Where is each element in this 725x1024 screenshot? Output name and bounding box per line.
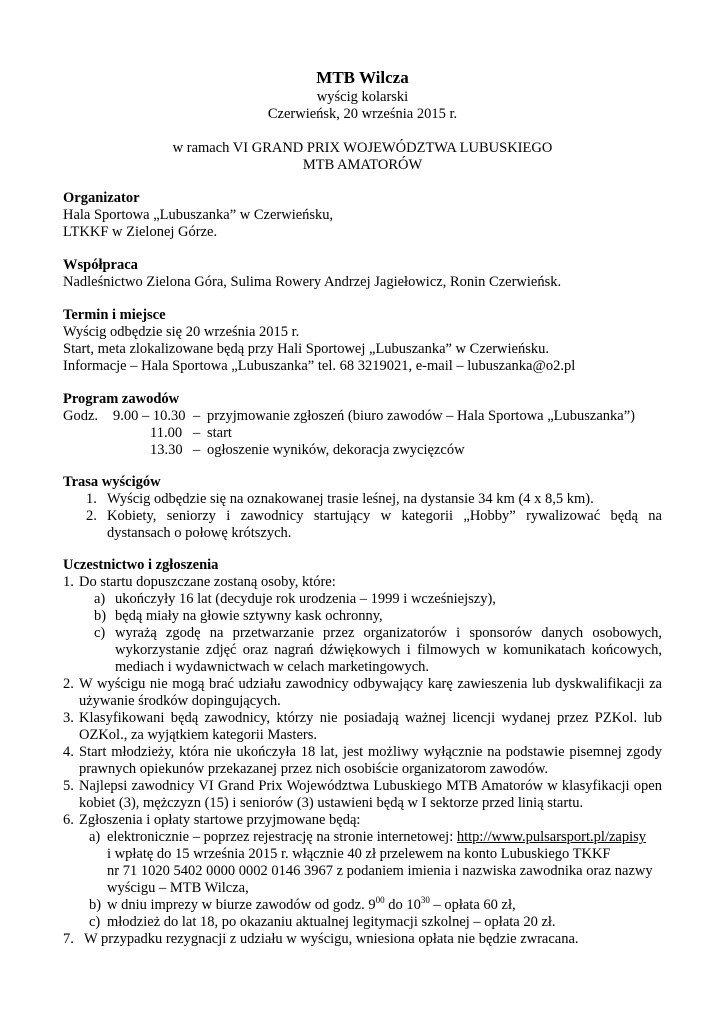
series-line-1: w ramach VI GRAND PRIX WOJEWÓDZTWA LUBUSKIEGO <box>172 140 553 156</box>
venue-line-3: Informacje – Hala Sportowa „Lubuszanka” tel. 68 3219021, e-mail – lubuszanka@o2.pl <box>63 358 576 374</box>
series-line-2: MTB AMATORÓW <box>302 157 423 173</box>
document-title: MTB Wilcza <box>316 68 409 87</box>
program-dash-2: – <box>193 425 201 441</box>
route-item-1: Wyścig odbędzie się na oznakowanej trasie leśnej, na dystansie 34 km (4 x 8,5 km). <box>107 491 594 507</box>
participation-item-1c-label: c) <box>94 625 106 641</box>
participation-item-6a-line-4: wyścigu – MTB Wilcza, <box>107 880 249 896</box>
cooperation-line: Nadleśnictwo Zielona Góra, Sulima Rowery Andrzej Jagiełowicz, Ronin Czerwieńsk. <box>63 274 562 290</box>
participation-item-3-line-2: OZKol., za wyjątkiem kategorii Masters. <box>79 727 317 743</box>
document-subtitle: wyścig kolarski <box>316 89 409 105</box>
program-time-3: 13.30 <box>150 442 183 458</box>
participation-item-6b-text-2: do 10 <box>384 897 421 913</box>
program-dash-3: – <box>193 442 201 458</box>
route-item-2-line-2: dystansach o połowę krótszych. <box>107 525 292 541</box>
participation-item-6b-text-1: w dniu imprezy w biurze zawodów od godz. 9 <box>107 897 376 913</box>
participation-item-6-number: 6. <box>63 812 74 828</box>
participation-item-1b: będą miały na głowie sztywny kask ochronny, <box>115 608 383 624</box>
participation-item-7: W przypadku rezygnacji z udziału w wyścigu, wniesiona opłata nie będzie zwracana. <box>84 931 579 947</box>
participation-item-6c-label: c) <box>89 914 101 930</box>
participation-item-3-number: 3. <box>63 710 74 726</box>
route-item-1-number: 1. <box>86 491 97 507</box>
program-time-2: 11.00 <box>150 425 183 441</box>
participation-item-4-line-1: Start młodzieży, która nie ukończyła 18 lat, jest możliwy wyłącznie na podstawie pisemnej zgody <box>79 744 662 760</box>
participation-item-1b-label: b) <box>94 608 107 624</box>
program-desc-3: ogłoszenie wyników, dekoracja zwycięzców <box>207 442 465 458</box>
participation-item-4-number: 4. <box>63 744 74 760</box>
participation-item-2-line-2: używanie środków dopingujących. <box>79 693 281 709</box>
participation-item-6a-text: elektronicznie – poprzez rejestrację na stronie internetowej: <box>107 829 457 845</box>
participation-item-6b <box>107 897 516 914</box>
participation-item-2-line-1: W wyścigu nie mogą brać udziału zawodnicy odbywający karę zawieszenia lub dyskwalifikacji za <box>79 676 662 692</box>
participation-item-1: Do startu dopuszczane zostaną osoby, które: <box>79 574 336 590</box>
route-heading: Trasa wyścigów <box>63 474 161 490</box>
venue-line-2: Start, meta zlokalizowane będą przy Hali Sportowej „Lubuszanka” w Czerwieńsku. <box>63 341 549 357</box>
participation-item-4-line-2: prawnych opiekunów przekazanej przez nich osobiście organizatorom zawodów. <box>79 761 549 777</box>
program-godz-label: Godz. <box>63 408 99 424</box>
participation-item-6a-line-1 <box>107 829 646 846</box>
cooperation-heading: Współpraca <box>63 257 138 273</box>
participation-item-3-line-1: Klasyfikowani będą zawodnicy, którzy nie posiadają ważnej licencji wydanej przez PZKol. lub <box>79 710 662 726</box>
program-dash-1: – <box>193 408 201 424</box>
participation-item-2-number: 2. <box>63 676 74 692</box>
participation-item-6a-line-3: nr 71 1020 5402 0000 0002 0146 3967 z podaniem imienia i nazwiska zawodnika oraz nazwy <box>107 863 653 879</box>
participation-item-5-line-2: kobiet (3), mężczyzn (15) i seniorów (3) ustawieni będą w I sektorze przed linią startu. <box>79 795 584 811</box>
participation-item-6b-sup-2: 30 <box>420 895 430 905</box>
organizer-line-1: Hala Sportowa „Lubuszanka” w Czerwieńsku, <box>63 207 334 223</box>
participation-item-6c: młodzież do lat 18, po okazaniu aktualnej legitymacji szkolnej – opłata 20 zł. <box>107 914 556 930</box>
participation-item-5-number: 5. <box>63 778 74 794</box>
participation-item-6b-label: b) <box>89 897 102 913</box>
participation-item-1c-line-2: wykorzystanie zdjęć oraz nagrań dźwiękowych i filmowych w komunikatach końcowych, <box>115 642 662 658</box>
route-item-2-number: 2. <box>86 508 97 524</box>
program-desc-1: przyjmowanie zgłoszeń (biuro zawodów – Hala Sportowa „Lubuszanka”) <box>207 408 636 424</box>
organizer-line-2: LTKKF w Zielonej Górze. <box>63 224 218 240</box>
participation-item-6b-text-3: – opłata 60 zł, <box>429 897 516 913</box>
participation-item-1-number: 1. <box>63 574 74 590</box>
participation-item-1a: ukończyły 16 lat (decyduje rok urodzenia – 1999 i wcześniejszy), <box>115 591 496 607</box>
participation-item-1a-label: a) <box>94 591 106 607</box>
route-item-2-line-1: Kobiety, seniorzy i zawodnicy startujący w kategorii „Hobby” rywalizować będą na <box>107 508 662 524</box>
participation-item-6: Zgłoszenia i opłaty startowe przyjmowane będą: <box>79 812 361 828</box>
participation-item-5-line-1: Najlepsi zawodnicy VI Grand Prix Województwa Lubuskiego MTB Amatorów w klasyfikacji open <box>79 778 662 794</box>
participation-item-1c-line-3: mediach i wydawnictwach w celach marketingowych. <box>115 659 430 675</box>
participation-item-6a-label: a) <box>89 829 101 845</box>
registration-link[interactable]: http://www.pulsarsport.pl/zapisy <box>456 829 647 845</box>
program-desc-2: start <box>207 425 232 441</box>
event-date: Czerwieńsk, 20 września 2015 r. <box>267 106 458 122</box>
participation-item-6b-sup-1: 00 <box>375 895 385 905</box>
program-time-1: 9.00 – 10.30 <box>113 408 186 424</box>
participation-heading: Uczestnictwo i zgłoszenia <box>63 557 219 573</box>
organizer-heading: Organizator <box>63 190 140 206</box>
participation-item-7-number: 7. <box>63 931 74 947</box>
program-heading: Program zawodów <box>63 391 180 407</box>
participation-item-1c-line-1: wyrażą zgodę na przetwarzanie przez organizatorów i sponsorów danych osobowych, <box>115 625 662 641</box>
participation-item-6a-line-2: i wpłatę do 15 września 2015 r. włącznie 40 zł przelewem na konto Lubuskiego TKKF <box>107 846 611 862</box>
venue-heading: Termin i miejsce <box>63 307 166 323</box>
venue-line-1: Wyścig odbędzie się 20 września 2015 r. <box>63 324 300 340</box>
